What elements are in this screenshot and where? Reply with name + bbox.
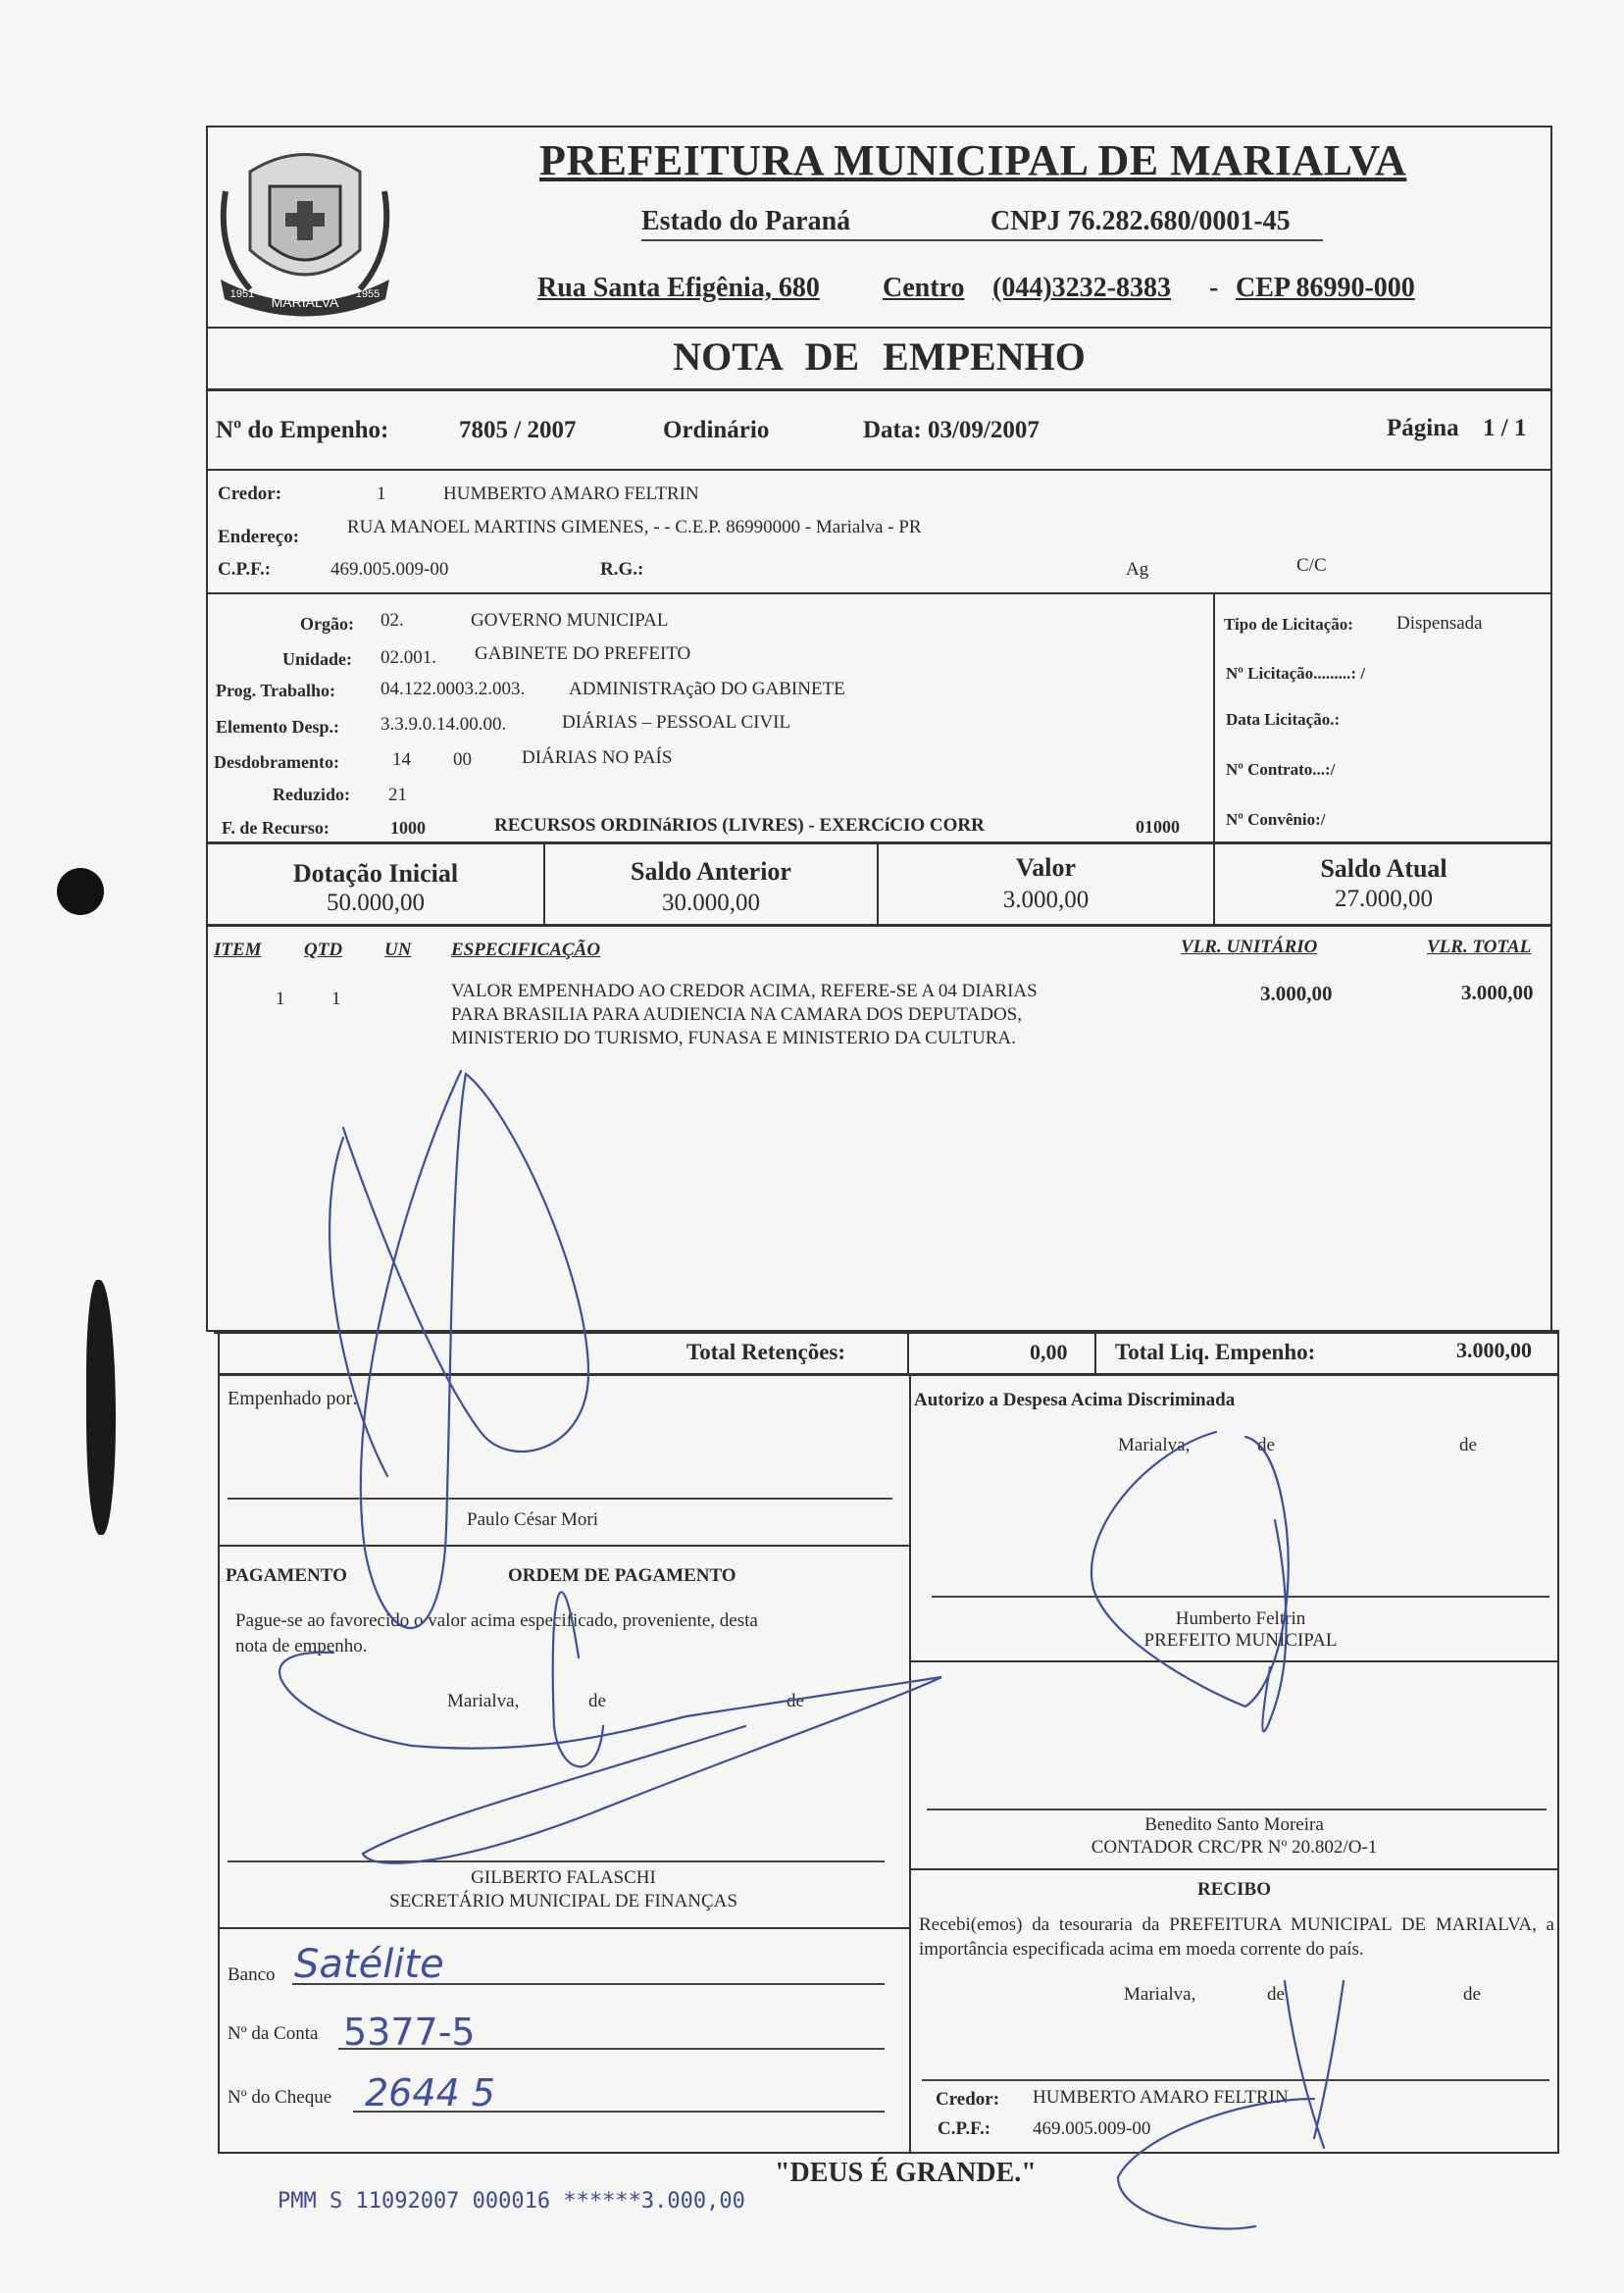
credor-cc-label: C/C [1296, 555, 1327, 576]
recurso-name: RECURSOS ORDINáRIOS (LIVRES) - EXERCíCIO CORR [494, 815, 985, 836]
recibo-city: Marialva, [1124, 1984, 1196, 2005]
row-spec-line1: VALOR EMPENHADO AO CREDOR ACIMA, REFERE-SE A 04 DIARIAS [451, 981, 1038, 1001]
empenhado-label: Empenhado por: [228, 1388, 358, 1409]
recibo-label: RECIBO [1197, 1879, 1271, 1900]
crest-logo [211, 132, 399, 329]
cheque-value: 2644 5 [365, 2071, 495, 2115]
recurso-label: F. de Recurso: [222, 818, 330, 838]
prog-label: Prog. Trabalho: [216, 681, 336, 700]
col-total-header: VLR. TOTAL [1427, 937, 1532, 957]
total-liq-value: 3.000,00 [1456, 1338, 1532, 1362]
pagamento-text-line2: nota de empenho. [235, 1636, 368, 1656]
licitacao-contrato: Nº Contrato...:/ [1226, 760, 1336, 779]
dotacao-label: Dotação Inicial [292, 859, 459, 888]
svg-text:MARIALVA: MARIALVA [271, 294, 339, 310]
col-unit-header: VLR. UNITÁRIO [1181, 937, 1318, 957]
district-label: Centro [883, 273, 965, 303]
prog-name: ADMINISTRAçãO DO GABINETE [569, 679, 845, 699]
orgao-label: Orgão: [300, 614, 354, 634]
row-item: 1 [276, 989, 285, 1009]
prefeito-name: Humberto Feltrin [1175, 1608, 1306, 1629]
conta-label: Nº da Conta [228, 2023, 319, 2044]
col-qtd-header: QTD [304, 940, 343, 960]
elemento-label: Elemento Desp.: [216, 717, 339, 737]
empenho-number: 7805 / 2007 [459, 417, 577, 443]
banco-value: Satélite [294, 1942, 444, 1987]
licitacao-data: Data Licitação.: [1226, 710, 1341, 729]
state-label: Estado do Paraná [641, 206, 851, 236]
scan-artifact-stain [86, 1280, 116, 1535]
credor-address: RUA MANOEL MARTINS GIMENES, - - C.E.P. 86990000 - Marialva - PR [347, 517, 922, 537]
licitacao-convenio: Nº Convênio:/ [1226, 810, 1326, 829]
page-title: PREFEITURA MUNICIPAL DE MARIALVA [539, 136, 1407, 184]
contador-role: CONTADOR CRC/PR Nº 20.802/O-1 [1091, 1837, 1378, 1858]
pagamento-text-line1: Pague-se ao favorecido o valor acima especificado, proveniente, desta [235, 1610, 758, 1631]
conta-value: 5377-5 [343, 2011, 476, 2054]
svg-text:1955: 1955 [355, 288, 381, 300]
credor-code: 1 [377, 484, 386, 504]
total-liq-label: Total Liq. Empenho: [1115, 1340, 1316, 1364]
phone-label: (044)3232-8383 [992, 273, 1171, 303]
recibo-text: Recebi(emos) da tesouraria da PREFEITURA MUNICIPAL DE MARIALVA, a importância especificada acima em moeda corrente do país. [919, 1914, 1554, 1960]
empenho-type: Ordinário [663, 417, 770, 443]
autorizo-label: Autorizo a Despesa Acima Discriminada [914, 1390, 1236, 1410]
recibo-credor-name: HUMBERTO AMARO FELTRIN [1033, 2087, 1289, 2108]
recibo-cpf-label: C.P.F.: [938, 2118, 991, 2139]
recibo-de1: de [1267, 1984, 1285, 2005]
licitacao-numero: Nº Licitação.........: / [1226, 664, 1366, 683]
saldo-atual-label: Saldo Atual [1320, 854, 1447, 883]
page-label: Página [1387, 415, 1459, 441]
credor-label: Credor: [218, 484, 282, 504]
cep-label: CEP 86990-000 [1236, 273, 1415, 303]
col-un-header: UN [384, 940, 412, 960]
dotacao-value: 50.000,00 [327, 890, 425, 916]
pagamento-city: Marialva, [447, 1691, 520, 1711]
autorizo-city: Marialva, [1118, 1435, 1191, 1455]
ordem-pagamento-label: ORDEM DE PAGAMENTO [508, 1565, 736, 1586]
pagamento-de1: de [588, 1691, 606, 1711]
valor-label: Valor [1015, 853, 1077, 882]
credor-address-label: Endereço: [218, 527, 300, 547]
recurso-number: 01000 [1136, 817, 1180, 837]
valor-value: 3.000,00 [1002, 887, 1090, 913]
licitacao-tipo-label: Tipo de Licitação: [1224, 615, 1353, 634]
row-qtd: 1 [331, 989, 341, 1009]
row-spec-line2: PARA BRASILIA PARA AUDIENCIA NA CAMARA DOS DEPUTADOS, [451, 1004, 1022, 1025]
col-spec-header: ESPECIFICAÇÃO [451, 940, 601, 960]
licitacao-tipo: Dispensada [1396, 613, 1483, 634]
prog-code: 04.122.0003.2.003. [381, 679, 526, 699]
row-total-value: 3.000,00 [1461, 981, 1534, 1004]
cheque-label: Nº do Cheque [228, 2087, 332, 2108]
secretario-role: SECRETÁRIO MUNICIPAL DE FINANÇAS [389, 1891, 737, 1911]
banco-label: Banco [228, 1964, 276, 1985]
desdobramento-code2: 00 [453, 749, 472, 770]
contador-name: Benedito Santo Moreira [1144, 1814, 1324, 1835]
reduzido-label: Reduzido: [273, 785, 351, 804]
empenho-date: Data: 03/09/2007 [863, 417, 1040, 443]
credor-name: HUMBERTO AMARO FELTRIN [443, 484, 699, 504]
empenhado-name: Paulo César Mori [467, 1509, 599, 1530]
saldo-atual-value: 27.000,00 [1335, 886, 1433, 912]
row-spec-line3: MINISTERIO DO TURISMO, FUNASA E MINISTERIO DA CULTURA. [451, 1028, 1016, 1048]
orgao-name: GOVERNO MUNICIPAL [471, 610, 669, 631]
recibo-credor-label: Credor: [936, 2089, 1000, 2110]
scan-artifact-dot [57, 868, 104, 915]
pagamento-de2: de [787, 1691, 804, 1711]
unidade-code: 02.001. [381, 647, 436, 668]
pagamento-label: PAGAMENTO [226, 1565, 347, 1586]
credor-cpf: 469.005.009-00 [330, 559, 449, 580]
saldo-anterior-value: 30.000,00 [662, 890, 760, 916]
recurso-code: 1000 [390, 818, 426, 838]
saldo-anterior-label: Saldo Anterior [631, 857, 791, 886]
motto: "DEUS É GRANDE." [775, 2158, 1037, 2188]
row-unit-value: 3.000,00 [1260, 982, 1333, 1005]
elemento-name: DIÁRIAS – PESSOAL CIVIL [562, 712, 791, 733]
cep-separator: - [1209, 273, 1219, 303]
prefeito-role: PREFEITO MUNICIPAL [1143, 1630, 1338, 1651]
unidade-name: GABINETE DO PREFEITO [475, 643, 691, 664]
bank-stamp: PMM S 11092007 000016 ******3.000,00 [278, 2189, 745, 2214]
cnpj-label: CNPJ 76.282.680/0001-45 [990, 206, 1291, 236]
svg-text:1951: 1951 [229, 288, 255, 300]
credor-ag-label: Ag [1126, 559, 1149, 580]
empenho-number-label: Nº do Empenho: [216, 417, 389, 443]
total-retencoes-label: Total Retenções: [686, 1340, 846, 1364]
autorizo-de2: de [1459, 1435, 1477, 1455]
total-retencoes-value: 0,00 [1030, 1340, 1068, 1364]
credor-cpf-label: C.P.F.: [218, 559, 272, 580]
reduzido-code: 21 [388, 785, 407, 805]
desdobramento-label: Desdobramento: [214, 752, 339, 772]
recibo-cpf: 469.005.009-00 [1033, 2118, 1151, 2139]
document-title: NOTA DE EMPENHO [673, 334, 1086, 379]
orgao-code: 02. [381, 610, 404, 631]
elemento-code: 3.3.9.0.14.00.00. [381, 714, 507, 735]
page-number: 1 / 1 [1483, 415, 1527, 441]
recibo-de2: de [1463, 1984, 1481, 2005]
address-label: Rua Santa Efigênia, 680 [537, 273, 820, 303]
autorizo-de1: de [1257, 1435, 1275, 1455]
col-item-header: ITEM [214, 940, 262, 960]
desdobramento-name: DIÁRIAS NO PAÍS [522, 747, 673, 768]
credor-rg-label: R.G.: [600, 559, 644, 580]
unidade-label: Unidade: [282, 649, 353, 669]
secretario-name: GILBERTO FALASCHI [471, 1867, 656, 1888]
desdobramento-code1: 14 [392, 749, 411, 770]
